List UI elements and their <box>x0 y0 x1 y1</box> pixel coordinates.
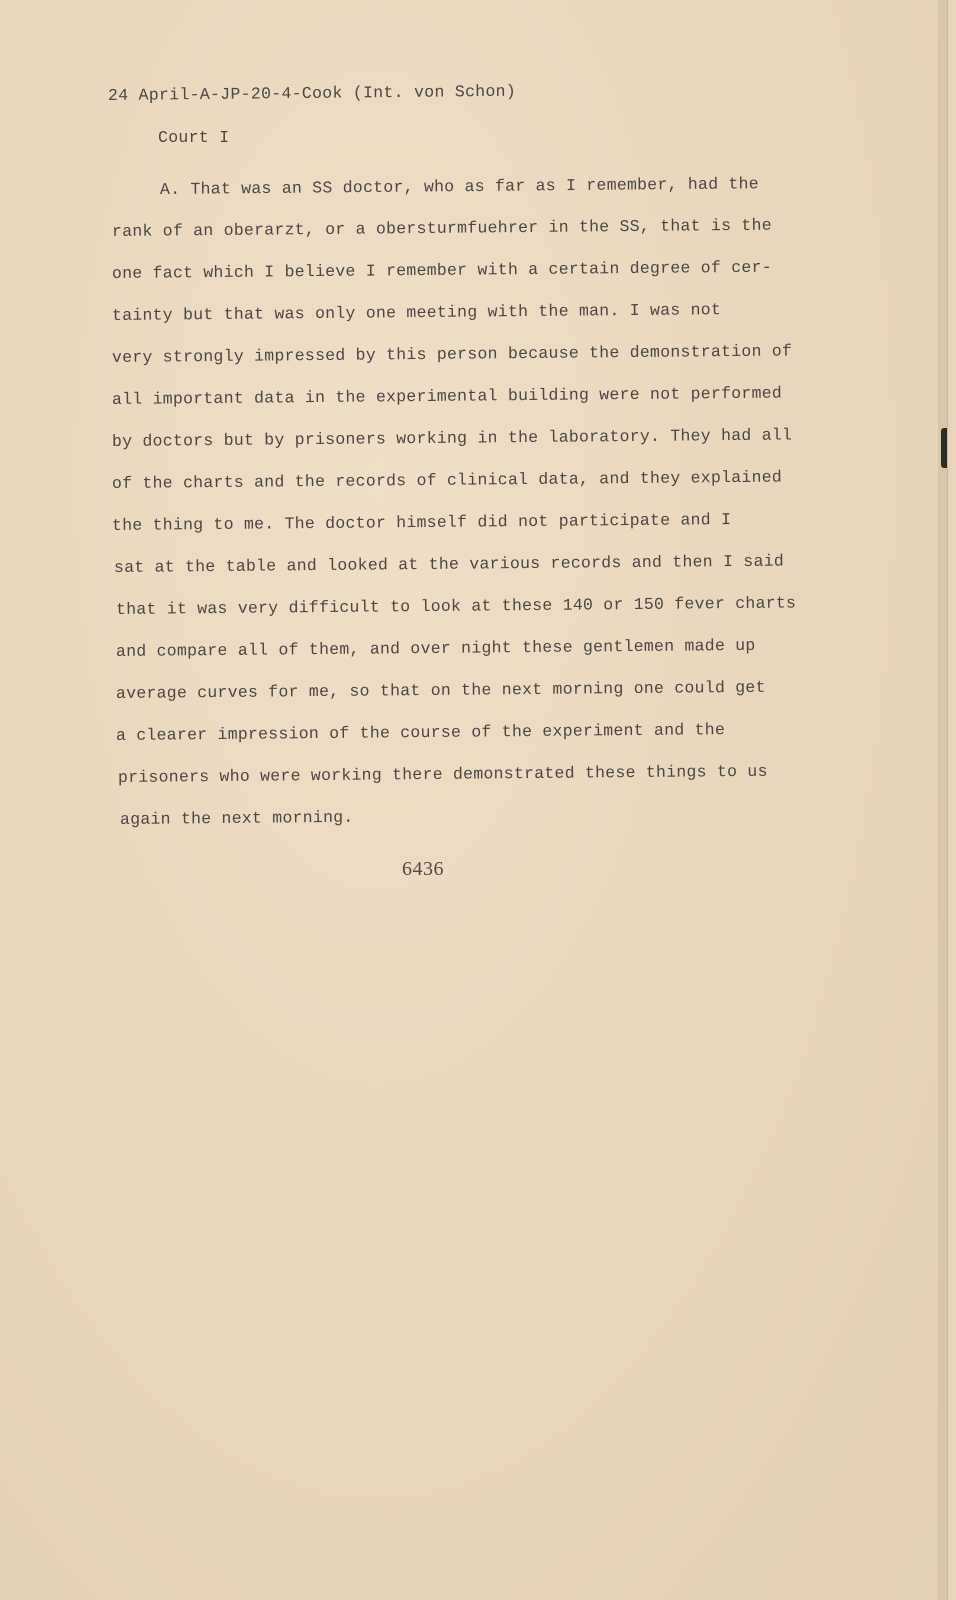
text-line: tainty but that was only one meeting with the man. I was not <box>111 300 722 325</box>
text-line: and compare all of them, and over night these gentlemen made up <box>115 635 756 661</box>
text-line: all important data in the experimental building were not performed <box>111 383 783 409</box>
transcript-header: 24 April-A-JP-20-4-Cook (Int. von Schon) <box>107 81 517 105</box>
text-line: a clearer impression of the course of the experiment and the <box>115 720 726 745</box>
text-line: of the charts and the records of clinical data, and they explained <box>111 467 783 493</box>
text-line: the thing to me. The doctor himself did not participate and I <box>111 510 732 535</box>
text-line: average curves for me, so that on the next morning one could get <box>115 677 766 703</box>
text-line: one fact which I believe I remember with a certain degree of cer- <box>111 257 772 283</box>
text-line: rank of an oberarzt, or a obersturmfuehrer in the SS, that is the <box>111 215 772 241</box>
paper-edge <box>938 0 947 1600</box>
court-label: Court I <box>158 128 230 147</box>
text-line: that it was very difficult to look at these 140 or 150 fever charts <box>115 593 797 619</box>
text-line: prisoners who were working there demonstrated these things to us <box>117 761 768 787</box>
page-number: 6436 <box>402 858 444 880</box>
binder-tab <box>941 428 947 468</box>
text-line: again the next morning. <box>119 807 354 829</box>
text-line: very strongly impressed by this person because the demonstration of <box>111 341 793 367</box>
text-line: sat at the table and looked at the various records and then I said <box>113 551 785 577</box>
text-line: A. That was an SS doctor, who as far as I remember, had the <box>159 174 760 199</box>
text-line: by doctors but by prisoners working in the laboratory. They had all <box>111 425 793 451</box>
